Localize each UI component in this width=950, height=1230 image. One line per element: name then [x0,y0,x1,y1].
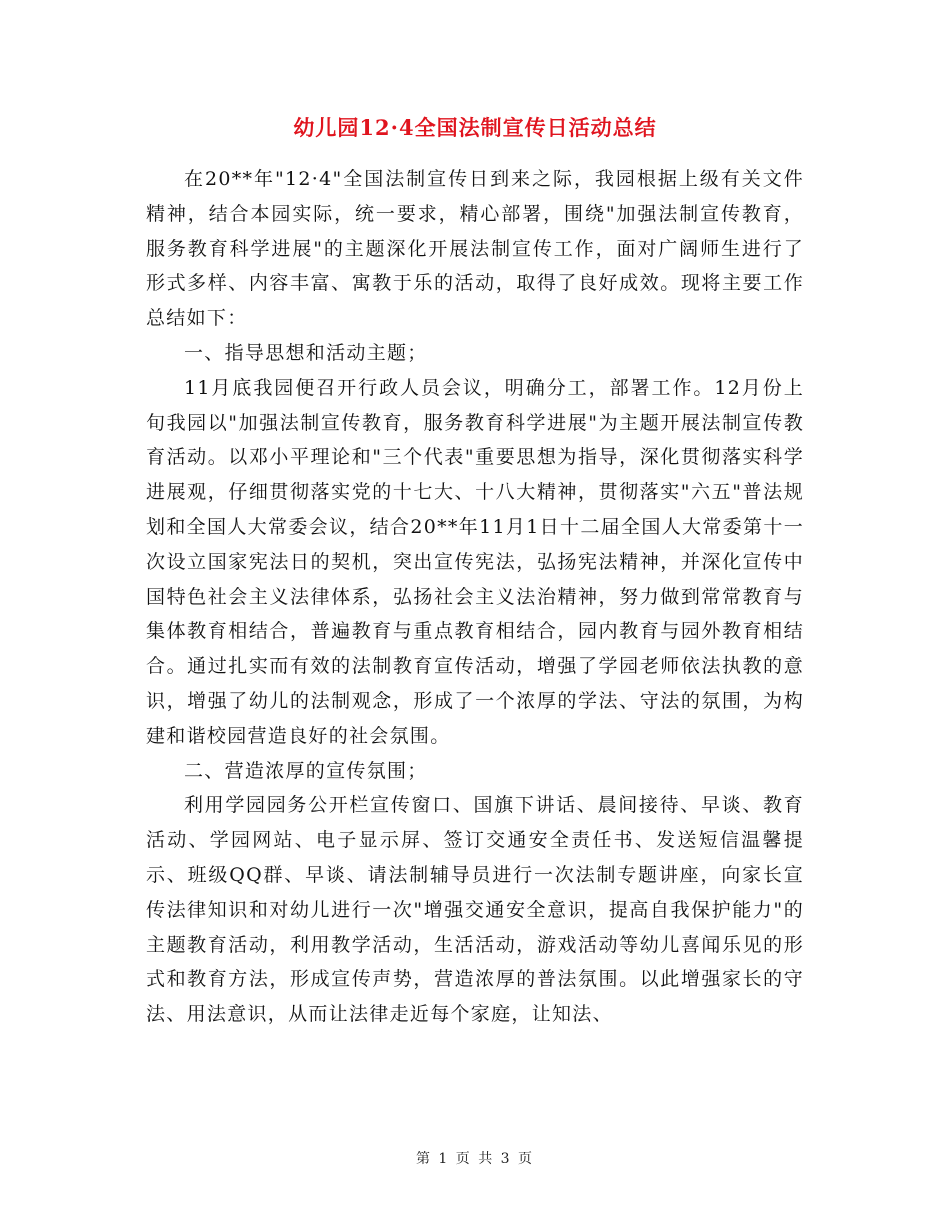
page-footer: 第 1 页 共 3 页 [415,1151,535,1167]
document-body [146,162,804,1032]
paragraph-section-1: 11月底我园便召开行政人员会议，明确分工，部署工作。12月份上旬我园以"加强法制宣传教育，服务教育科学进展"为主题开展法制宣传教育活动。以邓小平理论和"三个代表"重要思想为指导，深化贯彻落实科学进展观，仔细贯彻落实党的十七大、十八大精神，贯彻落实"六五"普法规划和全国人大常委会议，结合20**年11月1日十二届全国人大常委第十一次设立国家宪法日的契机，突出宣传宪法，弘扬宪法精神，并深化宣传中国特色社会主义法律体系，弘扬社会主义法治精神，努力做到常常教育与集体教育相结合，普遍教育与重点教育相结合，园内教育与园外教育相结合。通过扎实而有效的法制教育宣传活动，增强了学园老师依法执教的意识，增强了幼儿的法制观念，形成了一个浓厚的学法、守法的氛围，为构建和谐校园营造良好的社会氛围。 [146,376,804,747]
paragraph-section-2: 利用学园园务公开栏宣传窗口、国旗下讲话、晨间接待、早谈、教育活动、学园网站、电子显示屏、签订交通安全责任书、发送短信温馨提示、班级QQ群、早谈、请法制辅导员进行一次法制专题讲座，向家长宣传法律知识和对幼儿进行一次"增强交通安全意识，提高自我保护能力"的主题教育活动，利用教学活动，生活活动，游戏活动等幼儿喜闻乐见的形式和教育方法，形成宣传声势，营造浓厚的普法氛围。以此增强家长的守法、用法意识，从而让法律走近每个家庭，让知法、 [146,794,804,1026]
document-title: 幼儿园12·4全国法制宣传日活动总结 [293,115,657,140]
section-heading-2: 二、营造浓厚的宣传氛围； [184,759,428,782]
paragraph-intro: 在20**年"12·4"全国法制宣传日到来之际，我园根据上级有关文件精神，结合本园实际，统一要求，精心部署，围绕"加强法制宣传教育，服务教育科学进展"的主题深化开展法制宣传工作，面对广阔师生进行了形式多样、内容丰富、寓教于乐的活动，取得了良好成效。现将主要工作总结如下： [146,168,804,330]
section-heading-1: 一、指导思想和活动主题； [184,341,428,364]
